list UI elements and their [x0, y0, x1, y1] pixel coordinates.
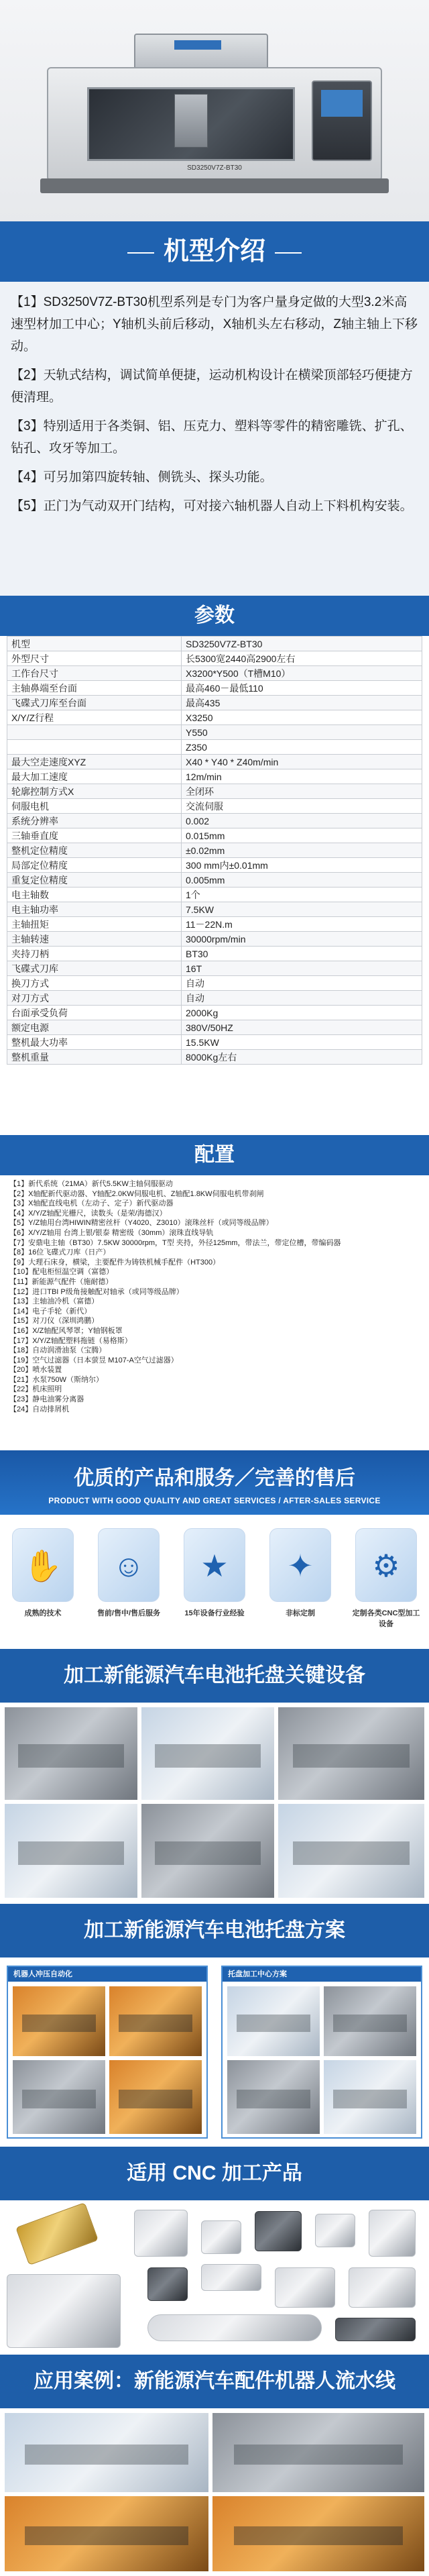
service-item: [351, 1528, 421, 1649]
experience-icon: [184, 1528, 245, 1602]
param-name: 台面承受负荷: [7, 1006, 182, 1020]
param-value: 最高460－最低110: [182, 681, 422, 696]
param-name: 主轴转速: [7, 932, 182, 947]
params-row: [7, 947, 422, 961]
control-screen: [321, 90, 363, 117]
param-name: X/Y/Z行程: [7, 710, 182, 725]
params-row: [7, 710, 422, 725]
params-row: [7, 651, 422, 666]
params-row: [7, 681, 422, 696]
robot-photo: [12, 1986, 106, 2057]
equipment-photo: [4, 1803, 138, 1898]
service-label: 15年设备行业经验: [184, 1609, 245, 1617]
param-value: BT30: [182, 947, 422, 961]
config-item: 【2】X轴配新代驱动器、Y轴配2.0KW伺服电机、Z轴配1.8KW伺服电机带刹闸: [9, 1189, 264, 1198]
machining-photo: [323, 2059, 417, 2135]
params-row: [7, 1035, 422, 1050]
param-value: 全闭环: [182, 784, 422, 799]
handshake-icon: [12, 1528, 74, 1602]
robot-photo: [12, 2059, 106, 2135]
service-list: [0, 1515, 429, 1649]
params-row: [7, 740, 422, 755]
params-title-bar: [0, 596, 429, 636]
config-item: 【13】主轴油冷机（富德）: [9, 1297, 99, 1306]
param-value: 0.005mm: [182, 873, 422, 888]
param-name: 最大空走速度XYZ: [7, 755, 182, 769]
service-glyph: ☺: [113, 1548, 145, 1583]
param-value: 自动: [182, 991, 422, 1006]
param-name: [7, 740, 182, 755]
cnc-icon: [355, 1528, 417, 1602]
intro-item: 【2】天轨式结构，调试简单便捷，运动机构设计在横梁顶部轻巧便捷方便清理。: [11, 368, 413, 405]
machine-label: SD3250V7Z-BT30: [187, 164, 242, 172]
params-row: [7, 799, 422, 814]
case-title: 应用案例：新能源汽车配件机器人流水线: [0, 2355, 429, 2408]
config-item: 【6】X/Y/Z轴用 台湾上银/银泰 精密级（30mm）滚珠直线导轨: [9, 1228, 214, 1237]
service-label: 成熟的技术: [24, 1609, 62, 1617]
param-value: X3200*Y500（T槽M10）: [182, 666, 422, 681]
params-row: [7, 888, 422, 902]
params-row: [7, 902, 422, 917]
config-item: 【16】X/Z轴配风琴罩；Y轴钢板罩: [9, 1326, 123, 1335]
config-item: 【11】新能源气配件（施耐德）: [9, 1277, 113, 1286]
intro-item: 【1】SD3250V7Z-BT30机型系列是专门为客户量身定做的大型3.2米高速型材加工中心；Y轴机头前后移动，X轴机头左右移动，Z轴主轴上下移动。: [11, 295, 418, 354]
robot-photo: [109, 1986, 202, 2057]
params-row: [7, 755, 422, 769]
equipment-photo: [278, 1707, 425, 1801]
intro-item: 【5】正门为气动双开门结构，可对接六轴机器人自动上下料机构安装。: [11, 499, 413, 513]
config-item: 【15】对刀仪（深圳鸿鹏）: [9, 1317, 99, 1326]
config-item: 【9】大理石床身，横梁，主要配件为铸铁机械手配件（HT300）: [9, 1258, 221, 1267]
config-section: [0, 1175, 429, 1450]
machine-image: [47, 27, 382, 195]
intro-title-bar: [0, 221, 429, 282]
case-photo: [212, 2496, 425, 2572]
param-name: 主轴扭矩: [7, 917, 182, 932]
product-part: [315, 2214, 355, 2247]
config-item: 【18】自动润滑油泵（宝腾）: [9, 1346, 107, 1355]
param-value: 8000Kg左右: [182, 1050, 422, 1065]
param-name: 机型: [7, 637, 182, 651]
param-value: ±0.02mm: [182, 843, 422, 858]
params-row: [7, 814, 422, 828]
params-row: [7, 991, 422, 1006]
config-item: 【24】自动排屑机: [9, 1405, 70, 1413]
param-name: 整机最大功率: [7, 1035, 182, 1050]
param-value: 自动: [182, 976, 422, 991]
param-value: 11－22N.m: [182, 917, 422, 932]
service-item: [94, 1528, 164, 1649]
service-item: [265, 1528, 335, 1649]
param-value: 300 mm内±0.01mm: [182, 858, 422, 873]
solution-title: 加工新能源汽车电池托盘方案: [0, 1904, 429, 1957]
solution-card-header: 托盘加工中心方案: [223, 1967, 421, 1982]
config-item: 【19】空气过滤器（日本萤昱 M107-A空气过滤器）: [9, 1356, 178, 1364]
param-name: 工作台尺寸: [7, 666, 182, 681]
equipment-title: 加工新能源汽车电池托盘关键设备: [0, 1649, 429, 1703]
params-section: [0, 636, 429, 1135]
params-row: [7, 828, 422, 843]
service-glyph: ✋: [23, 1548, 62, 1583]
config-item: 【17】X/Y/Z轴配塑料拖链（易格斯）: [9, 1336, 132, 1345]
machining-photo: [323, 1986, 417, 2057]
params-row: [7, 961, 422, 976]
params-row: [7, 932, 422, 947]
params-row: [7, 769, 422, 784]
custom-icon: [269, 1528, 331, 1602]
service-banner: [0, 1450, 429, 1515]
config-item: 【10】配电柜恒温空调（富德）: [9, 1268, 114, 1277]
case-photo: [4, 2412, 209, 2493]
param-name: 对刀方式: [7, 991, 182, 1006]
config-item: 【21】水泵750W（斯纳尔）: [9, 1375, 103, 1384]
params-row: [7, 637, 422, 651]
param-name: 夹持刀柄: [7, 947, 182, 961]
service-label: 非标定制: [286, 1609, 315, 1617]
param-name: [7, 725, 182, 740]
config-item: 【3】X轴配直线电机（左动子、定子）新代驱动器: [9, 1199, 174, 1208]
service-title: 优质的产品和服务／完善的售后: [74, 1467, 355, 1489]
case-gallery: [0, 2408, 429, 2576]
config-item: 【4】X/Y/Z轴配光栅尺，读数头（是荣/海德汉）: [9, 1209, 167, 1218]
config-item: 【22】机床照明: [9, 1385, 62, 1394]
products-title: 适用 CNC 加工产品: [0, 2147, 429, 2200]
config-title-bar: [0, 1135, 429, 1175]
machine-spindle: [174, 94, 208, 148]
product-part: [335, 2318, 416, 2341]
param-value: 0.002: [182, 814, 422, 828]
param-value: 2000Kg: [182, 1006, 422, 1020]
product-part: [147, 2267, 188, 2301]
param-name: 电主轴数: [7, 888, 182, 902]
param-name: 主轴鼻端至台面: [7, 681, 182, 696]
params-row: [7, 1050, 422, 1065]
title-divider-left: [127, 252, 154, 254]
param-value: 1个: [182, 888, 422, 902]
param-value: X40 * Y40 * Z40m/min: [182, 755, 422, 769]
param-name: 系统分辨率: [7, 814, 182, 828]
param-value: SD3250V7Z-BT30: [182, 637, 422, 651]
param-value: Y550: [182, 725, 422, 740]
param-name: 三轴垂直度: [7, 828, 182, 843]
param-name: 局部定位精度: [7, 858, 182, 873]
param-value: 长5300宽2440高2900左右: [182, 651, 422, 666]
param-name: 轮廓控制方式X: [7, 784, 182, 799]
control-panel: [312, 80, 372, 161]
config-item: 【8】16位飞碟式刀库（日产）: [9, 1248, 111, 1257]
products-gallery: [0, 2200, 429, 2355]
param-name: 额定电源: [7, 1020, 182, 1035]
params-row: [7, 696, 422, 710]
service-glyph: ✦: [287, 1548, 314, 1583]
equipment-photo: [141, 1803, 275, 1898]
product-part: [255, 2211, 302, 2251]
solution-card-robot: [7, 1966, 208, 2139]
param-value: Z350: [182, 740, 422, 755]
machine-base: [40, 178, 389, 193]
product-part: [15, 2202, 99, 2265]
service-label: 定制各类CNC型加工设备: [352, 1609, 420, 1628]
param-name: 整机定位精度: [7, 843, 182, 858]
solution-card-header: 机器人冲压自动化: [8, 1967, 206, 1982]
case-photo: [4, 2496, 209, 2572]
params-row: [7, 725, 422, 740]
param-value: X3250: [182, 710, 422, 725]
param-name: 飞碟式刀库: [7, 961, 182, 976]
intro-item: 【3】特别适用于各类铜、铝、压克力、塑料等零件的精密雕铣、扩孔、钻孔、攻牙等加工。: [11, 419, 413, 455]
param-name: 伺服电机: [7, 799, 182, 814]
params-row: [7, 843, 422, 858]
params-row: [7, 917, 422, 932]
robot-photo: [109, 2059, 202, 2135]
intro-title: 机型介绍: [163, 237, 265, 266]
param-value: 交流伺服: [182, 799, 422, 814]
intro-item: 【4】可另加第四旋转轴、侧铣头、探头功能。: [11, 470, 273, 484]
equipment-gallery: [0, 1703, 429, 1904]
param-value: 30000rpm/min: [182, 932, 422, 947]
params-row: [7, 858, 422, 873]
equipment-photo: [278, 1803, 425, 1898]
equipment-photo: [141, 1707, 275, 1801]
param-name: 最大加工速度: [7, 769, 182, 784]
param-name: 外型尺寸: [7, 651, 182, 666]
product-part: [201, 2220, 241, 2254]
product-part: [147, 2314, 322, 2341]
team-icon: [98, 1528, 160, 1602]
service-item: [180, 1528, 249, 1649]
params-table: [7, 636, 422, 1065]
config-item: 【20】喷水装置: [9, 1366, 62, 1375]
param-value: 7.5KW: [182, 902, 422, 917]
intro-section: [0, 282, 429, 597]
product-part: [275, 2267, 335, 2308]
product-part: [201, 2264, 261, 2291]
config-item: 【1】新代系统（21MA）新代5.5KW主轴伺服驱动: [9, 1180, 173, 1188]
param-value: 12m/min: [182, 769, 422, 784]
param-value: 最高435: [182, 696, 422, 710]
params-row: [7, 1020, 422, 1035]
solution-gallery: [0, 1957, 429, 2147]
config-item: 【5】Y/Z轴用台湾HIWIN精密丝杆（Y4020、Z3010）滚珠丝杆（或同等级品牌）: [9, 1219, 273, 1228]
params-row: [7, 784, 422, 799]
solution-card-machining: [221, 1966, 422, 2139]
param-name: 整机重量: [7, 1050, 182, 1065]
config-item: 【23】静电油雾分离器: [9, 1395, 84, 1404]
service-label: 售前/售中/售后服务: [97, 1609, 161, 1617]
machining-photo: [227, 2059, 320, 2135]
title-divider-right: [275, 252, 302, 254]
param-value: 15.5KW: [182, 1035, 422, 1050]
params-row: [7, 976, 422, 991]
service-glyph: ⚙: [372, 1548, 400, 1583]
product-part: [7, 2274, 121, 2348]
config-item: 【12】进口TBI P级角接触配对轴承（或同等级品牌）: [9, 1287, 184, 1296]
equipment-photo: [4, 1707, 138, 1801]
param-name: 飞碟式刀库至台面: [7, 696, 182, 710]
service-item: [8, 1528, 78, 1649]
param-name: 电主轴功率: [7, 902, 182, 917]
product-part: [369, 2210, 416, 2257]
service-subtitle: PRODUCT WITH GOOD QUALITY AND GREAT SERVICES / AFTER-SALES SERVICE: [48, 1496, 381, 1505]
params-title: 参数: [194, 604, 235, 627]
params-row: [7, 1006, 422, 1020]
params-row: [7, 873, 422, 888]
params-row: [7, 666, 422, 681]
param-value: 0.015mm: [182, 828, 422, 843]
param-name: 重复定位精度: [7, 873, 182, 888]
param-name: 换刀方式: [7, 976, 182, 991]
config-title: 配置: [194, 1144, 235, 1166]
product-part: [134, 2210, 188, 2257]
service-glyph: ★: [200, 1548, 229, 1583]
config-item: 【14】电子手轮（新代）: [9, 1307, 92, 1316]
config-item: 【7】安鼎电主轴（BT30）7.5KW 30000rpm，T型 夹持，外径125mm，带法兰，带定位槽，带编码器: [9, 1238, 341, 1247]
machining-photo: [227, 1986, 320, 2057]
machine-logo: [174, 40, 221, 50]
case-photo: [212, 2412, 425, 2493]
hero-banner: [0, 0, 429, 221]
param-value: 16T: [182, 961, 422, 976]
param-value: 380V/50HZ: [182, 1020, 422, 1035]
product-part: [349, 2267, 416, 2308]
